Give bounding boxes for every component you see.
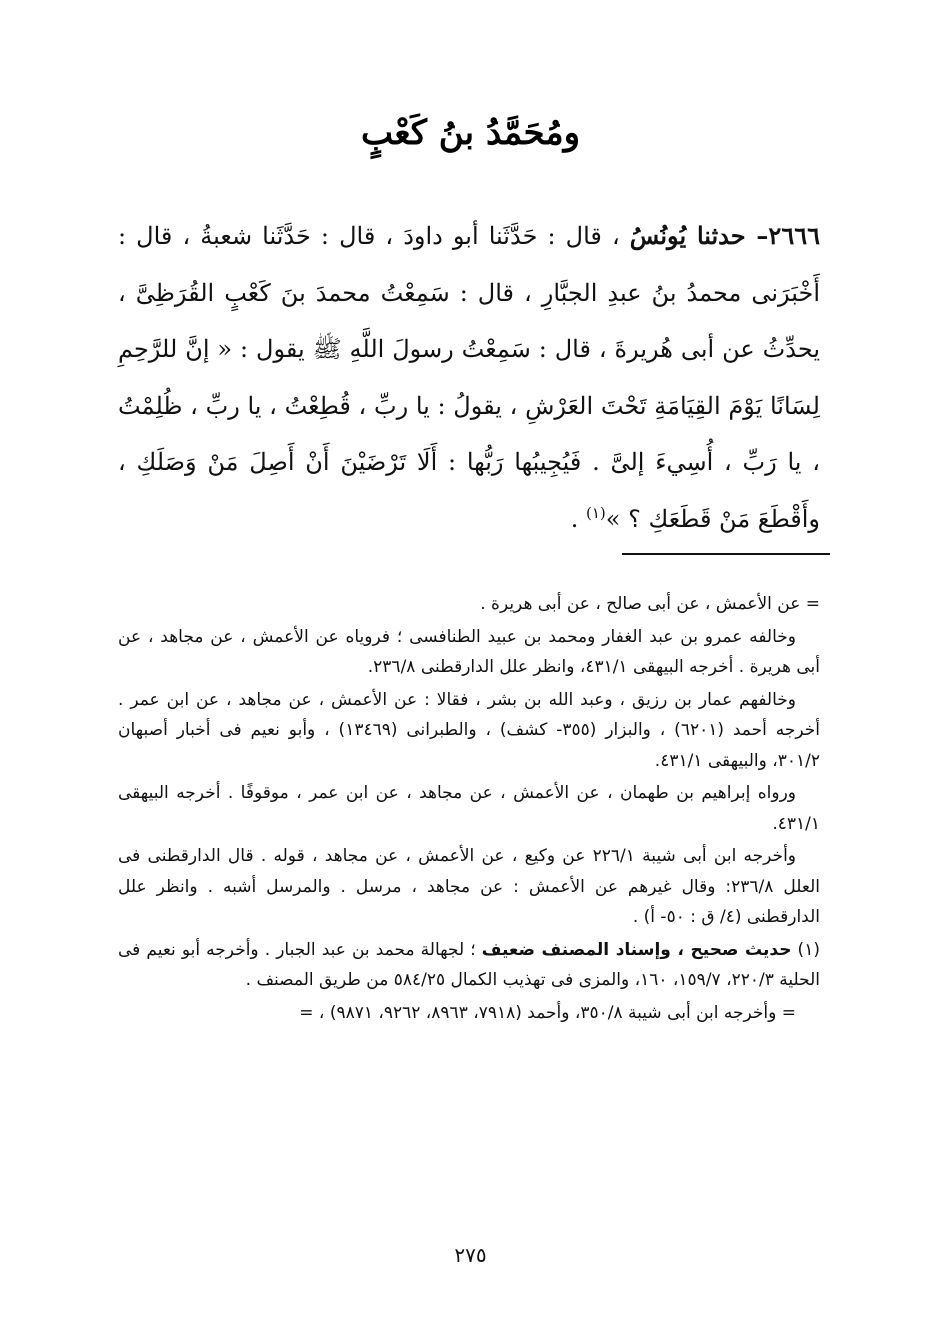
footnote-separator: [622, 553, 830, 555]
footnote-reference: (١): [586, 503, 606, 522]
hadith-number: ٢٦٦٦: [768, 221, 820, 250]
hadith-body: ، قال : حَدَّثَنا أبو داودَ ، قال : حَدَّثَنا شعبةُ ، قال : أَخْبَرَنى محمدُ بنُ عبدِ الجبَّارِ ، قال : سَمِعْتُ محمدَ بنَ كَعْبٍ القُرَظِىَّ ، يحدِّثُ عن أبى هُريرةَ ، قال : سَمِعْتُ رسولَ اللَّهِ ﷺ يقول : « إنَّ للرَّحِمِ لِسَانًا يَوْمَ القِيَامَةِ تَحْتَ العَرْشِ ، يقولُ : يا ربِّ ، قُطِعْتُ ، يا ربِّ ، ظُلِمْتُ ، يا رَبِّ ، أُسِيءَ إلىَّ . فَيُجِيبُها رَبُّها : أَلَا تَرْضَيْنَ أَنْ أَصِلَ مَنْ وَصَلَكِ ، وأَقْطَعَ مَنْ قَطَعَكِ ؟ »: [118, 222, 820, 533]
footnote-paragraph: = عن الأعمش ، عن أبى صالح ، عن أبى هريرة .: [480, 594, 820, 614]
footnote-detail: ؛ لجهالة محمد بن عبد الجبار . وأخرجه أبو نعيم فى الحلية ٢٢٠/٣، ١٥٩/٧، ١٦٠، والمزى فى تهذيب الكمال ٥٨٤/٢٥ من طريق المصنف .: [118, 939, 820, 990]
section-heading: ومُحَمَّدُ بنُ كَعْبٍ: [360, 113, 581, 153]
hadith-opening: حدثنا يُونُسُ: [629, 221, 746, 250]
hadith-end: .: [570, 504, 586, 533]
page-number: ٢٧٥: [454, 1243, 487, 1267]
footnotes: [118, 589, 820, 1030]
footnote-verdict: حديث صحيح ، وإسناد المصنف ضعيف: [481, 939, 792, 960]
hadith-text: [118, 208, 820, 547]
footnote-paragraph: وأخرجه ابن أبى شيبة ٢٢٦/١ عن وكيع ، عن الأعمش ، عن مجاهد ، قوله . قال الدارقطنى فى العلل ٢٣٦/٨: وقال غيرهم عن الأعمش : عن مجاهد ، مرسل . والمرسل أشبه . وانظر علل الدارقطنى (٤/ ق : ٥٠- أ) .: [118, 846, 821, 927]
footnote-number: (١): [791, 939, 820, 960]
footnote-one: [118, 935, 820, 996]
hadith-dash: –: [745, 221, 769, 250]
footnote-paragraph: وخالفهم عمار بن رزيق ، وعبد الله بن بشر ، فقالا : عن الأعمش ، عن مجاهد ، عن ابن عمر . أخرجه أحمد (٦٢٠١) ، والبزار (٣٥٥- كشف) ، والطبرانى (١٣٤٦٩) ، وأبو نعيم فى أخبار أصبهان ٣٠١/٢، والبيهقى ٤٣١/١.: [118, 689, 820, 771]
footnote-paragraph: وخالفه عمرو بن عبد الغفار ومحمد بن عبيد الطنافسى ؛ فروياه عن الأعمش ، عن مجاهد ، عن أبى هريرة . أخرجه البيهقى ٤٣١/١، وانظر علل الدارقطنى ٢٣٦/٨.: [118, 626, 820, 677]
footnote-paragraph: = وأخرجه ابن أبى شيبة ٣٥٠/٨، وأحمد (٧٩١٨، ٨٩٦٣، ٩٢٦٢، ٩٨٧١) ، =: [299, 1002, 796, 1023]
footnote-paragraph: ورواه إبراهيم بن طهمان ، عن الأعمش ، عن مجاهد ، عن ابن عمر ، موقوفًا . أخرجه البيهقى ٤٣١/١.: [118, 783, 820, 834]
